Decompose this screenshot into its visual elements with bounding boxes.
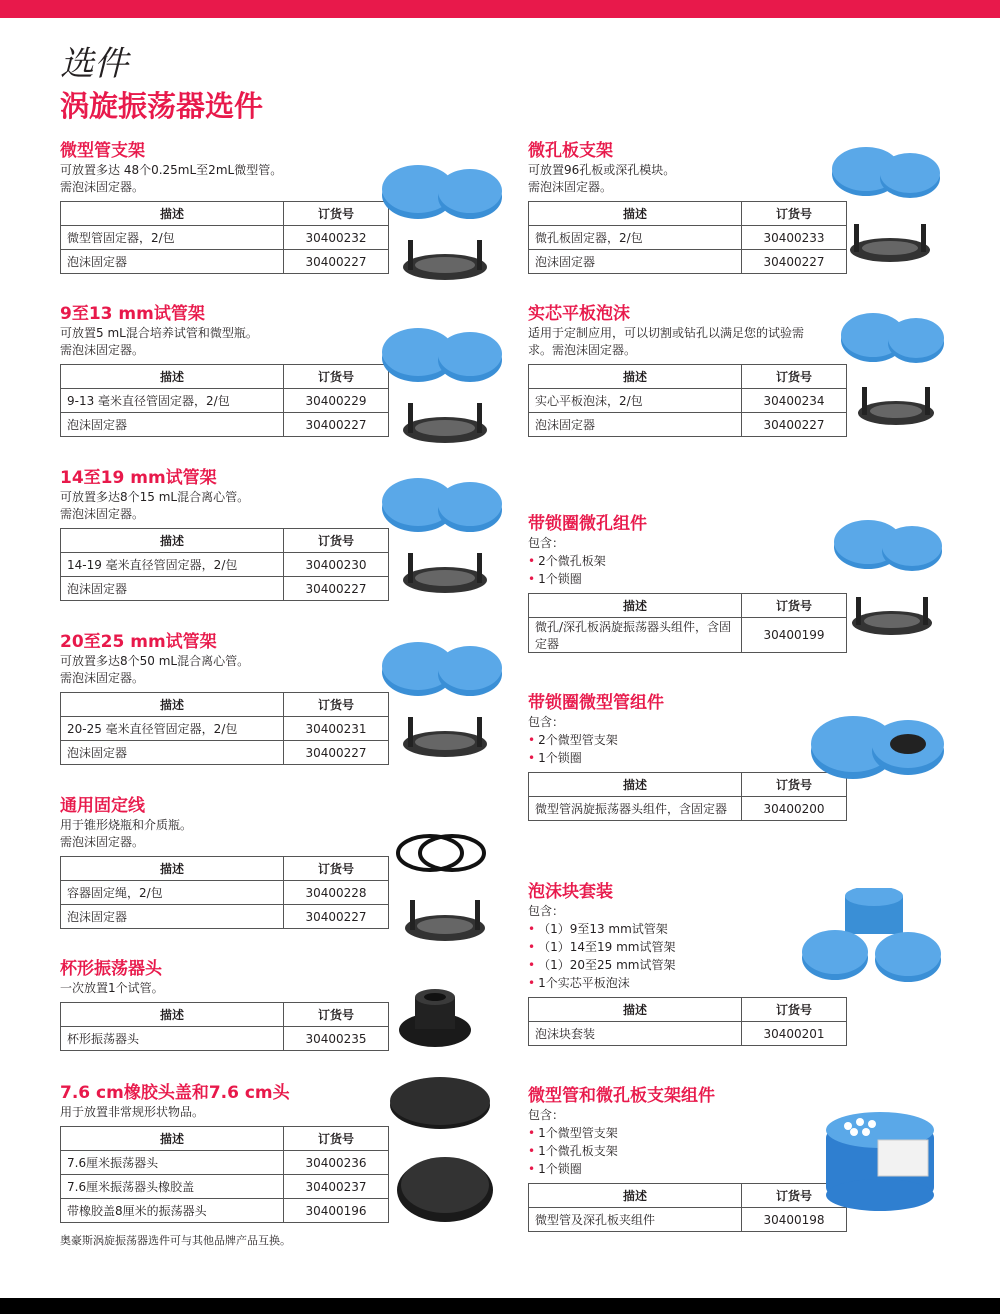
contents-item: • 1个微型管支架 bbox=[528, 1124, 847, 1142]
row-description: 泡沫固定器 bbox=[529, 250, 742, 274]
section-description: 可放置多达8个15 mL混合离心管。 bbox=[60, 490, 250, 504]
header-description: 描述 bbox=[529, 998, 742, 1022]
table-row bbox=[61, 389, 389, 413]
section-description: 包含： bbox=[528, 715, 565, 729]
row-description: 泡沫固定器 bbox=[61, 741, 284, 765]
row-description: 微型管及深孔板夹组件 bbox=[529, 1208, 742, 1232]
table-row bbox=[61, 413, 389, 437]
row-description: 20-25 毫米直径管固定器，2/包 bbox=[61, 717, 284, 741]
table-header-row bbox=[529, 594, 847, 618]
section-9-13mm-rack bbox=[60, 303, 389, 437]
row-order-number: 30400227 bbox=[284, 905, 389, 929]
header-order-number: 订货号 bbox=[284, 1127, 389, 1151]
order-table bbox=[528, 593, 847, 653]
table-row bbox=[61, 1151, 389, 1175]
table-row bbox=[61, 553, 389, 577]
table-header-row bbox=[529, 998, 847, 1022]
row-description: 泡沫固定器 bbox=[529, 413, 742, 437]
row-order-number: 30400230 bbox=[284, 553, 389, 577]
section-cup-head bbox=[60, 958, 389, 1051]
header-order-number: 订货号 bbox=[742, 998, 847, 1022]
header-description: 描述 bbox=[61, 1003, 284, 1027]
row-order-number: 30400227 bbox=[284, 741, 389, 765]
section-tube-plate-assembly bbox=[528, 1085, 847, 1232]
row-order-number: 30400227 bbox=[284, 250, 389, 274]
section-20-25mm-rack bbox=[60, 631, 389, 765]
row-order-number: 30400235 bbox=[284, 1027, 389, 1051]
row-order-number: 30400196 bbox=[284, 1199, 389, 1223]
table-header-row bbox=[529, 202, 847, 226]
header-order-number: 订货号 bbox=[284, 529, 389, 553]
header-description: 描述 bbox=[529, 773, 742, 797]
table-header-row bbox=[61, 1127, 389, 1151]
row-description: 泡沫固定器 bbox=[61, 577, 284, 601]
header-order-number: 订货号 bbox=[742, 365, 847, 389]
section-microplate-assembly bbox=[528, 513, 847, 653]
header-order-number: 订货号 bbox=[742, 594, 847, 618]
header-description: 描述 bbox=[529, 365, 742, 389]
header-description: 描述 bbox=[529, 1184, 742, 1208]
section-title: 7.6 cm橡胶头盖和7.6 cm头 bbox=[60, 1083, 290, 1103]
section-solid-foam bbox=[528, 303, 847, 437]
section-rubber-head bbox=[60, 1082, 389, 1223]
table-row bbox=[61, 1199, 389, 1223]
contents-item: • 1个实芯平板泡沫 bbox=[528, 974, 847, 992]
row-order-number: 30400229 bbox=[284, 389, 389, 413]
header-order-number: 订货号 bbox=[742, 202, 847, 226]
row-order-number: 30400234 bbox=[742, 389, 847, 413]
order-table bbox=[60, 856, 389, 929]
section-description: 包含： bbox=[528, 536, 565, 550]
product-image-microtube-rack bbox=[380, 155, 505, 295]
header-order-number: 订货号 bbox=[284, 202, 389, 226]
header-order-number: 订货号 bbox=[742, 773, 847, 797]
order-table bbox=[528, 364, 847, 437]
order-table bbox=[60, 364, 389, 437]
header-description: 描述 bbox=[61, 693, 284, 717]
product-image-microplate-assembly bbox=[830, 515, 945, 650]
row-description: 泡沫块套装 bbox=[529, 1022, 742, 1046]
contents-item: • （1）14至19 mm试管架 bbox=[528, 938, 847, 956]
product-image-rubber-head bbox=[385, 1070, 500, 1230]
contents-list bbox=[528, 1124, 847, 1178]
table-header-row bbox=[61, 693, 389, 717]
order-table bbox=[528, 772, 847, 821]
contents-item: • （1）20至25 mm试管架 bbox=[528, 956, 847, 974]
row-order-number: 30400227 bbox=[284, 413, 389, 437]
contents-list bbox=[528, 731, 847, 767]
product-image-solid-foam bbox=[838, 305, 948, 440]
order-table bbox=[60, 201, 389, 274]
table-header-row bbox=[61, 1003, 389, 1027]
section-microtube-assembly bbox=[528, 692, 847, 821]
order-table bbox=[60, 1002, 389, 1051]
top-accent-bar bbox=[0, 0, 1000, 18]
table-row bbox=[529, 226, 847, 250]
row-order-number: 30400201 bbox=[742, 1022, 847, 1046]
header-description: 描述 bbox=[61, 202, 284, 226]
row-description: 实心平板泡沫，2/包 bbox=[529, 389, 742, 413]
table-row bbox=[61, 1175, 389, 1199]
row-order-number: 30400227 bbox=[742, 250, 847, 274]
product-image-14-19mm-rack bbox=[380, 468, 505, 608]
table-row bbox=[61, 717, 389, 741]
header-description: 描述 bbox=[529, 202, 742, 226]
row-order-number: 30400200 bbox=[742, 797, 847, 821]
row-description: 容器固定绳，2/包 bbox=[61, 881, 284, 905]
section-description: 可放置96孔板或深孔模块。 bbox=[528, 163, 676, 177]
row-description: 泡沫固定器 bbox=[61, 413, 284, 437]
table-row bbox=[529, 1022, 847, 1046]
row-description: 带橡胶盖8厘米的振荡器头 bbox=[61, 1199, 284, 1223]
section-universal-cord bbox=[60, 795, 389, 929]
row-description: 微孔/深孔板涡旋振荡器头组件，含固定器 bbox=[529, 618, 742, 653]
section-description: 适用于定制应用，可以切割或钻孔以满足您的试验需 bbox=[528, 326, 805, 340]
section-description: 一次放置1个试管。 bbox=[60, 981, 164, 995]
section-14-19mm-rack bbox=[60, 467, 389, 601]
bottom-bar bbox=[0, 1298, 1000, 1314]
header-description: 描述 bbox=[61, 529, 284, 553]
product-image-tube-plate-assembly bbox=[820, 1100, 940, 1215]
row-description: 7.6厘米振荡器头 bbox=[61, 1151, 284, 1175]
section-microtube-rack bbox=[60, 140, 389, 274]
row-order-number: 30400237 bbox=[284, 1175, 389, 1199]
row-description: 泡沫固定器 bbox=[61, 905, 284, 929]
section-title: 9至13 mm试管架 bbox=[60, 304, 205, 324]
section-title: 14至19 mm试管架 bbox=[60, 468, 217, 488]
table-header-row bbox=[61, 529, 389, 553]
row-order-number: 30400233 bbox=[742, 226, 847, 250]
section-title: 实芯平板泡沫 bbox=[528, 304, 630, 324]
footnote: 奥豪斯涡旋振荡器选件可与其他品牌产品互换。 bbox=[60, 1234, 291, 1247]
table-row bbox=[61, 1027, 389, 1051]
section-title: 杯形振荡器头 bbox=[60, 959, 162, 979]
section-title: 泡沫块套装 bbox=[528, 882, 613, 902]
table-row bbox=[61, 741, 389, 765]
section-title: 20至25 mm试管架 bbox=[60, 632, 217, 652]
page-kicker: 选件 bbox=[60, 44, 128, 84]
section-title: 微孔板支架 bbox=[528, 141, 613, 161]
row-order-number: 30400227 bbox=[742, 413, 847, 437]
contents-item: • 1个锁圈 bbox=[528, 570, 847, 588]
order-table bbox=[60, 528, 389, 601]
section-description: 用于放置非常规形状物品。 bbox=[60, 1105, 205, 1119]
page-title: 涡旋振荡器选件 bbox=[60, 89, 264, 123]
table-row bbox=[529, 797, 847, 821]
row-order-number: 30400228 bbox=[284, 881, 389, 905]
section-description: 可放置5 mL混合培养试管和微型瓶。 bbox=[60, 326, 258, 340]
header-description: 描述 bbox=[529, 594, 742, 618]
table-header-row bbox=[61, 857, 389, 881]
section-description: 需泡沫固定器。 bbox=[60, 671, 145, 685]
product-image-foam-set bbox=[800, 888, 945, 998]
header-description: 描述 bbox=[61, 857, 284, 881]
row-order-number: 30400236 bbox=[284, 1151, 389, 1175]
section-description: 需泡沫固定器。 bbox=[60, 180, 145, 194]
product-image-microtube-assembly bbox=[808, 706, 948, 786]
section-title: 带锁圈微孔组件 bbox=[528, 514, 647, 534]
row-order-number: 30400198 bbox=[742, 1208, 847, 1232]
header-description: 描述 bbox=[61, 1127, 284, 1151]
table-row bbox=[61, 250, 389, 274]
section-description: 需泡沫固定器。 bbox=[60, 835, 145, 849]
row-description: 微孔板固定器，2/包 bbox=[529, 226, 742, 250]
order-table bbox=[60, 1126, 389, 1223]
row-order-number: 30400199 bbox=[742, 618, 847, 653]
section-title: 微型管和微孔板支架组件 bbox=[528, 1086, 715, 1106]
product-image-cord-rings bbox=[390, 828, 500, 948]
section-description: 需泡沫固定器。 bbox=[60, 343, 145, 357]
product-image-20-25mm-rack bbox=[380, 632, 505, 772]
contents-item: • 2个微孔板架 bbox=[528, 552, 847, 570]
row-description: 泡沫固定器 bbox=[61, 250, 284, 274]
section-description: 需泡沫固定器。 bbox=[528, 180, 613, 194]
section-description: 可放置多达8个50 mL混合离心管。 bbox=[60, 654, 250, 668]
table-row bbox=[61, 577, 389, 601]
table-row bbox=[529, 1208, 847, 1232]
table-header-row bbox=[61, 365, 389, 389]
header-order-number: 订货号 bbox=[284, 365, 389, 389]
row-description: 9-13 毫米直径管固定器，2/包 bbox=[61, 389, 284, 413]
contents-item: • （1）9至13 mm试管架 bbox=[528, 920, 847, 938]
section-description: 包含： bbox=[528, 1108, 565, 1122]
table-row bbox=[529, 250, 847, 274]
table-header-row bbox=[61, 202, 389, 226]
table-row bbox=[529, 618, 847, 653]
row-description: 杯形振荡器头 bbox=[61, 1027, 284, 1051]
product-image-9-13mm-rack bbox=[380, 318, 505, 458]
header-description: 描述 bbox=[61, 365, 284, 389]
row-order-number: 30400227 bbox=[284, 577, 389, 601]
row-description: 14-19 毫米直径管固定器，2/包 bbox=[61, 553, 284, 577]
row-description: 7.6厘米振荡器头橡胶盖 bbox=[61, 1175, 284, 1199]
contents-item: • 1个微孔板支架 bbox=[528, 1142, 847, 1160]
section-title: 通用固定线 bbox=[60, 796, 145, 816]
table-row bbox=[61, 881, 389, 905]
table-row bbox=[61, 905, 389, 929]
order-table bbox=[528, 201, 847, 274]
row-order-number: 30400231 bbox=[284, 717, 389, 741]
table-row bbox=[61, 226, 389, 250]
contents-item: • 1个锁圈 bbox=[528, 1160, 847, 1178]
header-order-number: 订货号 bbox=[284, 1003, 389, 1027]
row-description: 微型管固定器，2/包 bbox=[61, 226, 284, 250]
section-title: 微型管支架 bbox=[60, 141, 145, 161]
order-table bbox=[528, 997, 847, 1046]
order-table bbox=[528, 1183, 847, 1232]
product-image-cup-head bbox=[395, 985, 475, 1055]
header-order-number: 订货号 bbox=[284, 857, 389, 881]
table-header-row bbox=[529, 773, 847, 797]
header-order-number: 订货号 bbox=[742, 1184, 847, 1208]
contents-item: • 1个锁圈 bbox=[528, 749, 847, 767]
section-description: 可放置多达 48个0.25mL至2mL微型管。 bbox=[60, 163, 283, 177]
product-image-microplate-rack bbox=[828, 142, 943, 277]
contents-item: • 2个微型管支架 bbox=[528, 731, 847, 749]
section-microplate-rack bbox=[528, 140, 847, 274]
section-description: 包含： bbox=[528, 904, 565, 918]
table-header-row bbox=[529, 1184, 847, 1208]
contents-list bbox=[528, 552, 847, 588]
section-title: 带锁圈微型管组件 bbox=[528, 693, 664, 713]
order-table bbox=[60, 692, 389, 765]
section-description: 用于锥形烧瓶和介质瓶。 bbox=[60, 818, 193, 832]
header-order-number: 订货号 bbox=[284, 693, 389, 717]
section-description: 需泡沫固定器。 bbox=[60, 507, 145, 521]
section-description: 求。需泡沫固定器。 bbox=[528, 343, 637, 357]
row-order-number: 30400232 bbox=[284, 226, 389, 250]
table-row bbox=[529, 389, 847, 413]
table-header-row bbox=[529, 365, 847, 389]
row-description: 微型管涡旋振荡器头组件，含固定器 bbox=[529, 797, 742, 821]
table-row bbox=[529, 413, 847, 437]
